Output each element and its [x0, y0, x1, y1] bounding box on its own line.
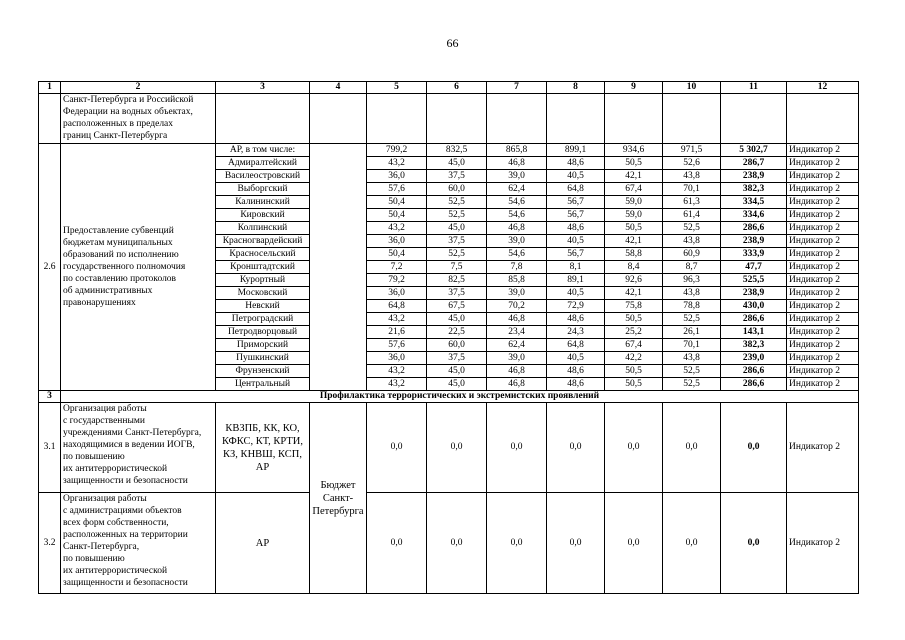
section-title: Профилактика террористических и экстремистских проявлений — [61, 391, 859, 403]
value-cell: 70,1 — [663, 183, 721, 196]
value-cell: 37,5 — [427, 352, 487, 365]
value-cell: 23,4 — [487, 326, 547, 339]
value-cell: 48,6 — [547, 365, 605, 378]
header-row — [39, 82, 859, 94]
continuation-description: Санкт-Петербурга и Российской Федерации на водных объектах, расположенных в пределах границ Санкт-Петербурга — [61, 94, 216, 144]
value-cell: 50,5 — [605, 378, 663, 391]
value-cell: Индикатор 2 — [787, 222, 859, 235]
value-cell: Индикатор 2 — [787, 339, 859, 352]
value-cell: 62,4 — [487, 339, 547, 352]
value-cell: 48,6 — [547, 378, 605, 391]
value-cell: 24,3 — [547, 326, 605, 339]
value-cell: 8,7 — [663, 261, 721, 274]
value-cell: 43,2 — [367, 157, 427, 170]
value-cell: 865,8 — [487, 144, 547, 157]
value-cell: Индикатор 2 — [787, 326, 859, 339]
value-cell: 334,6 — [721, 209, 787, 222]
measure-row — [39, 493, 859, 594]
value-cell: 37,5 — [427, 287, 487, 300]
header-cell: 1 — [39, 82, 61, 94]
value-cell: 45,0 — [427, 365, 487, 378]
value-cell: Индикатор 2 — [787, 235, 859, 248]
value-cell: 67,5 — [427, 300, 487, 313]
value-cell: 43,8 — [663, 170, 721, 183]
value-cell: Индикатор 2 — [787, 493, 859, 594]
value-cell: 48,6 — [547, 157, 605, 170]
header-cell: 7 — [487, 82, 547, 94]
value-cell: 75,8 — [605, 300, 663, 313]
value-cell: 70,2 — [487, 300, 547, 313]
value-cell: 8,1 — [547, 261, 605, 274]
value-cell: 333,9 — [721, 248, 787, 261]
header-cell: 11 — [721, 82, 787, 94]
value-cell: 62,4 — [487, 183, 547, 196]
district-name: АР, в том числе: — [216, 144, 310, 157]
value-cell: 799,2 — [367, 144, 427, 157]
value-cell: 57,6 — [367, 183, 427, 196]
value-cell: 64,8 — [547, 183, 605, 196]
value-cell: 43,8 — [663, 352, 721, 365]
value-cell: Индикатор 2 — [787, 365, 859, 378]
value-cell: 79,2 — [367, 274, 427, 287]
value-cell: 0,0 — [721, 403, 787, 493]
value-cell: 36,0 — [367, 352, 427, 365]
value-cell: 382,3 — [721, 339, 787, 352]
value-cell: 0,0 — [721, 493, 787, 594]
value-cell: 25,2 — [605, 326, 663, 339]
value-cell: 36,0 — [367, 287, 427, 300]
continuation-row — [39, 94, 859, 144]
value-cell: 0,0 — [605, 403, 663, 493]
value-cell: 238,9 — [721, 235, 787, 248]
value-cell: 37,5 — [427, 170, 487, 183]
value-cell: 832,5 — [427, 144, 487, 157]
value-cell: 60,0 — [427, 339, 487, 352]
district-name: Приморский — [216, 339, 310, 352]
value-cell: 61,3 — [663, 196, 721, 209]
value-cell: Индикатор 2 — [787, 287, 859, 300]
value-cell: Индикатор 2 — [787, 209, 859, 222]
value-cell: 43,2 — [367, 222, 427, 235]
value-cell: 0,0 — [663, 403, 721, 493]
value-cell: 934,6 — [605, 144, 663, 157]
row-number: 3.1 — [39, 403, 61, 493]
value-cell: Индикатор 2 — [787, 274, 859, 287]
value-cell: Индикатор 2 — [787, 248, 859, 261]
value-cell: 45,0 — [427, 313, 487, 326]
value-cell: 899,1 — [547, 144, 605, 157]
value-cell: 64,8 — [547, 339, 605, 352]
value-cell: Индикатор 2 — [787, 378, 859, 391]
value-cell: 39,0 — [487, 352, 547, 365]
value-cell: 0,0 — [427, 403, 487, 493]
value-cell: 47,7 — [721, 261, 787, 274]
value-cell: 22,5 — [427, 326, 487, 339]
value-cell: 78,8 — [663, 300, 721, 313]
district-row — [39, 144, 859, 157]
district-name: Адмиралтейский — [216, 157, 310, 170]
district-name: Выборгский — [216, 183, 310, 196]
value-cell: 50,5 — [605, 365, 663, 378]
value-cell: 36,0 — [367, 170, 427, 183]
district-name: Курортный — [216, 274, 310, 287]
value-cell: 96,3 — [663, 274, 721, 287]
value-cell: 67,4 — [605, 339, 663, 352]
value-cell: 21,6 — [367, 326, 427, 339]
value-cell: 43,8 — [663, 287, 721, 300]
district-name: Василеостровский — [216, 170, 310, 183]
value-cell: 72,9 — [547, 300, 605, 313]
value-cell: 59,0 — [605, 196, 663, 209]
value-cell: 85,8 — [487, 274, 547, 287]
value-cell: 0,0 — [367, 403, 427, 493]
row-number: 3.2 — [39, 493, 61, 594]
value-cell: 45,0 — [427, 378, 487, 391]
value-cell: 52,5 — [427, 196, 487, 209]
value-cell: 50,5 — [605, 222, 663, 235]
value-cell: 60,9 — [663, 248, 721, 261]
value-cell: 286,6 — [721, 378, 787, 391]
page-number: 66 — [446, 36, 459, 50]
measure-description: Предоставление субвенций бюджетам муниципальных образований по исполнению государственного полномочия по составлению протоколов об административных правонарушениях — [61, 144, 216, 391]
value-cell: Индикатор 2 — [787, 170, 859, 183]
value-cell: 971,5 — [663, 144, 721, 157]
value-cell: 36,0 — [367, 235, 427, 248]
value-cell: 39,0 — [487, 235, 547, 248]
measure-description: Организация работы с государственными учреждениями Санкт-Петербурга, находящимися в ведении ИОГВ, по повышению их антитеррористической защищенности и безопасности — [61, 403, 216, 493]
value-cell: 52,5 — [427, 209, 487, 222]
value-cell: 43,2 — [367, 313, 427, 326]
district-name: Фрунзенский — [216, 365, 310, 378]
value-cell: 286,6 — [721, 222, 787, 235]
value-cell: Индикатор 2 — [787, 352, 859, 365]
district-name: Пушкинский — [216, 352, 310, 365]
value-cell: 52,6 — [663, 157, 721, 170]
district-name: Колпинский — [216, 222, 310, 235]
header-cell: 4 — [310, 82, 367, 94]
value-cell: 70,1 — [663, 339, 721, 352]
value-cell: 0,0 — [547, 493, 605, 594]
value-cell: 37,5 — [427, 235, 487, 248]
value-cell: 52,5 — [663, 378, 721, 391]
district-name: Кировский — [216, 209, 310, 222]
header-cell: 5 — [367, 82, 427, 94]
value-cell: 0,0 — [487, 493, 547, 594]
measure-description: Организация работы с администрациями объектов всех форм собственности, расположенных на территории Санкт-Петербурга, по повышению их антитеррористической защищенности и безопасности — [61, 493, 216, 594]
value-cell: 0,0 — [427, 493, 487, 594]
value-cell: 430,0 — [721, 300, 787, 313]
section-number: 3 — [39, 391, 61, 403]
district-name: Центральный — [216, 378, 310, 391]
funding-source: Бюджет Санкт- Петербурга — [310, 403, 367, 594]
value-cell: 46,8 — [487, 378, 547, 391]
value-cell: 56,7 — [547, 196, 605, 209]
header-cell: 6 — [427, 82, 487, 94]
value-cell: 58,8 — [605, 248, 663, 261]
value-cell: Индикатор 2 — [787, 313, 859, 326]
value-cell: 40,5 — [547, 235, 605, 248]
value-cell: 92,6 — [605, 274, 663, 287]
district-name: Калининский — [216, 196, 310, 209]
header-cell: 8 — [547, 82, 605, 94]
value-cell: 7,5 — [427, 261, 487, 274]
value-cell: Индикатор 2 — [787, 300, 859, 313]
value-cell: 54,6 — [487, 248, 547, 261]
district-name: Петроградский — [216, 313, 310, 326]
value-cell: 43,8 — [663, 235, 721, 248]
value-cell: 48,6 — [547, 313, 605, 326]
value-cell: 64,8 — [367, 300, 427, 313]
section-header-row — [39, 391, 859, 403]
value-cell: 43,2 — [367, 378, 427, 391]
value-cell: Индикатор 2 — [787, 403, 859, 493]
value-cell: 286,6 — [721, 365, 787, 378]
header-cell: 9 — [605, 82, 663, 94]
district-name: Кронштадтский — [216, 261, 310, 274]
value-cell: 50,5 — [605, 313, 663, 326]
value-cell: 42,1 — [605, 287, 663, 300]
value-cell: 42,1 — [605, 235, 663, 248]
value-cell: 57,6 — [367, 339, 427, 352]
value-cell: 50,5 — [605, 157, 663, 170]
value-cell: Индикатор 2 — [787, 183, 859, 196]
value-cell: 40,5 — [547, 287, 605, 300]
value-cell: 60,0 — [427, 183, 487, 196]
value-cell: 56,7 — [547, 209, 605, 222]
value-cell: 26,1 — [663, 326, 721, 339]
value-cell: 54,6 — [487, 209, 547, 222]
value-cell: 61,4 — [663, 209, 721, 222]
value-cell: 40,5 — [547, 170, 605, 183]
value-cell: 46,8 — [487, 222, 547, 235]
value-cell: 0,0 — [663, 493, 721, 594]
value-cell: 50,4 — [367, 209, 427, 222]
value-cell: Индикатор 2 — [787, 196, 859, 209]
value-cell: 54,6 — [487, 196, 547, 209]
value-cell: 525,5 — [721, 274, 787, 287]
value-cell: 82,5 — [427, 274, 487, 287]
value-cell: 238,9 — [721, 170, 787, 183]
value-cell: 7,8 — [487, 261, 547, 274]
value-cell: Индикатор 2 — [787, 157, 859, 170]
value-cell: 286,7 — [721, 157, 787, 170]
row-number: 2.6 — [39, 144, 61, 391]
district-name: Московский — [216, 287, 310, 300]
program-table — [38, 81, 859, 594]
value-cell: 8,4 — [605, 261, 663, 274]
funding-source-cell — [310, 144, 367, 391]
value-cell: 46,8 — [487, 365, 547, 378]
header-cell: 10 — [663, 82, 721, 94]
value-cell: 48,6 — [547, 222, 605, 235]
header-cell: 12 — [787, 82, 859, 94]
value-cell: Индикатор 2 — [787, 261, 859, 274]
value-cell: 46,8 — [487, 157, 547, 170]
measure-row — [39, 403, 859, 493]
value-cell: 382,3 — [721, 183, 787, 196]
header-cell: 2 — [61, 82, 216, 94]
value-cell: 46,8 — [487, 313, 547, 326]
value-cell: 89,1 — [547, 274, 605, 287]
value-cell: 52,5 — [663, 313, 721, 326]
value-cell: 50,4 — [367, 196, 427, 209]
district-name: Петродворцовый — [216, 326, 310, 339]
value-cell: 42,1 — [605, 170, 663, 183]
value-cell: 7,2 — [367, 261, 427, 274]
value-cell: 0,0 — [367, 493, 427, 594]
value-cell: 5 302,7 — [721, 144, 787, 157]
value-cell: 0,0 — [487, 403, 547, 493]
value-cell: 52,5 — [663, 222, 721, 235]
value-cell: 42,2 — [605, 352, 663, 365]
value-cell: 40,5 — [547, 352, 605, 365]
executors-cell: АР — [216, 493, 310, 594]
value-cell: 56,7 — [547, 248, 605, 261]
value-cell: 52,5 — [663, 365, 721, 378]
value-cell: 239,0 — [721, 352, 787, 365]
value-cell: 67,4 — [605, 183, 663, 196]
value-cell: 143,1 — [721, 326, 787, 339]
district-name: Красносельский — [216, 248, 310, 261]
value-cell: 286,6 — [721, 313, 787, 326]
value-cell: 39,0 — [487, 287, 547, 300]
value-cell: 50,4 — [367, 248, 427, 261]
value-cell: 238,9 — [721, 287, 787, 300]
value-cell: Индикатор 2 — [787, 144, 859, 157]
district-name: Красногвардейский — [216, 235, 310, 248]
value-cell: 45,0 — [427, 157, 487, 170]
value-cell: 0,0 — [605, 493, 663, 594]
value-cell: 52,5 — [427, 248, 487, 261]
district-name: Невский — [216, 300, 310, 313]
value-cell: 45,0 — [427, 222, 487, 235]
header-cell: 3 — [216, 82, 310, 94]
value-cell: 43,2 — [367, 365, 427, 378]
value-cell: 39,0 — [487, 170, 547, 183]
value-cell: 0,0 — [547, 403, 605, 493]
executors-cell: КВЗПБ, КК, КО, КФКС, КТ, КРТИ, КЗ, КНВШ, КСП, АР — [216, 403, 310, 493]
value-cell: 334,5 — [721, 196, 787, 209]
value-cell: 59,0 — [605, 209, 663, 222]
